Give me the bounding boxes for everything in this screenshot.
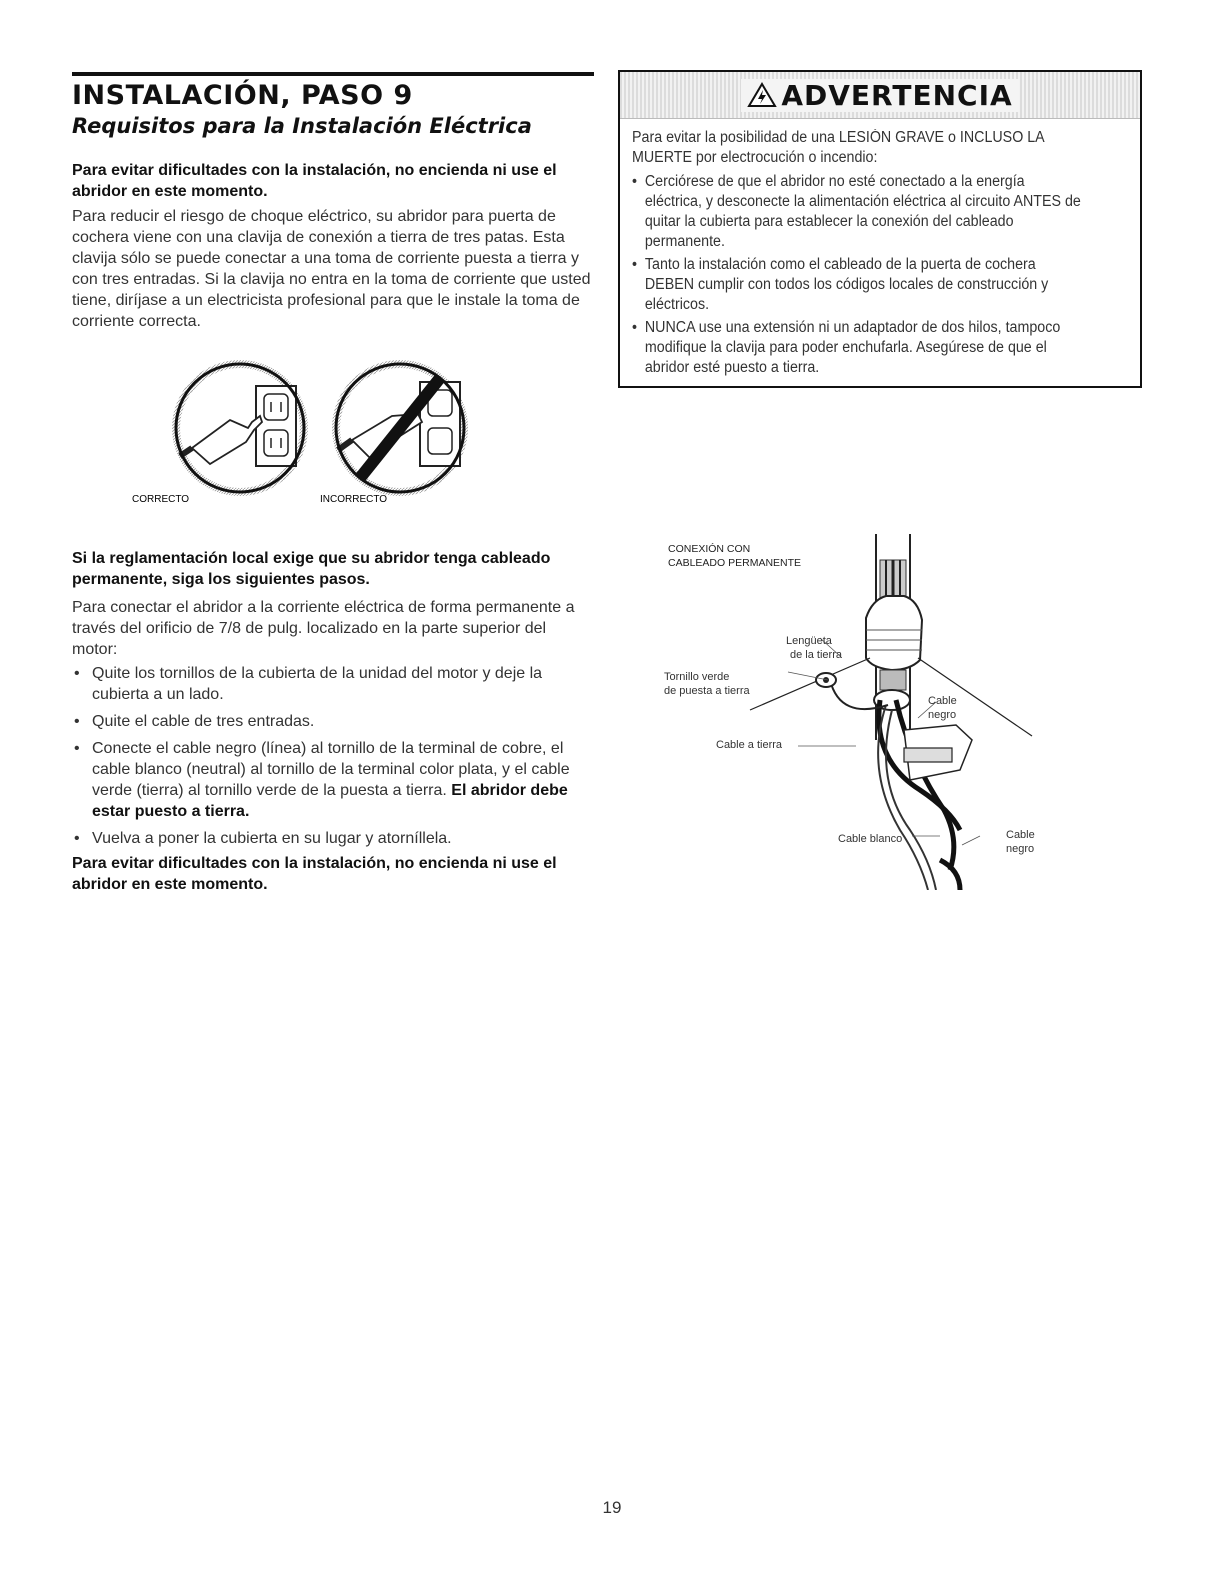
wiring-step [72, 828, 592, 849]
wiring-steps [72, 663, 592, 855]
wiring-step-text: Quite los tornillos de la cubierta de la unidad del motor y deje la cubierta a un lado. [92, 665, 543, 703]
wiring-step-bold: El abridor debe estar puesto a tierra. [92, 782, 568, 820]
tab-label-line2: de la tierra [790, 649, 842, 661]
final-warning: Para evitar dificultades con la instalación, no encienda ni use el abridor en este momento. [72, 855, 557, 893]
warning-intro: Para evitar la posibilidad de una LESIÓN GRAVE o INCLUSO LA MUERTE por electrocución o incendio: [632, 129, 1044, 166]
ground-wire-label: Cable a tierra [716, 739, 783, 751]
incorrect-plug-icon [332, 360, 468, 496]
warning-bullet: • Cerciórese de que el abridor no esté conectado a la energía eléctrica, y desconecte la alimentación eléctrica al circuito ANTES de quitar la cubierta para establecer la conexión del cableado permanente. [632, 172, 1083, 252]
warning-title-text: ADVERTENCIA [781, 79, 1013, 112]
permanent-wiring-heading: Si la reglamentación local exige que su abridor tenga cableado permanente, siga los siguientes pasos. [72, 550, 551, 588]
section-title: INSTALACIÓN, PASO 9 [72, 80, 413, 111]
black-wire-2-label-line2: negro [1006, 843, 1035, 855]
tab-label-line1: Lengüeta [786, 635, 832, 647]
wiring-title-line2: CABLEADO PERMANENTE [668, 557, 802, 569]
wiring-figure [660, 530, 1060, 890]
warning-list [632, 172, 1083, 378]
page-number: 19 [602, 1498, 622, 1517]
warning-bullet: • Tanto la instalación como el cableado de la puerta de cochera DEBEN cumplir con todos los códigos locales de construcción y eléctricos. [632, 255, 1083, 315]
permanent-wiring-paragraph: Para conectar el abridor a la corriente eléctrica de forma permanente a través del orificio de 7/8 de pulg. localizado en la parte superior del motor: [72, 599, 575, 658]
plug-figure [130, 360, 470, 510]
screw-label-line1: Tornillo verde [664, 671, 730, 683]
screw-label-line2: de puesta a tierra [664, 685, 750, 697]
incorrect-label: INCORRECTO [320, 494, 388, 505]
wiring-step [72, 711, 592, 732]
warning-text [632, 128, 1083, 381]
section-subtitle: Requisitos para la Instalación Eléctrica [72, 114, 532, 138]
warning-box [618, 70, 1142, 388]
wiring-title-line1: CONEXIÓN CON [668, 543, 751, 555]
warning-title [620, 79, 1140, 112]
header-rule [72, 72, 594, 76]
wiring-illustration [660, 530, 1060, 890]
warning-triangle-icon [747, 82, 777, 108]
warning-banner [620, 72, 1140, 119]
black-wire-label-line1: Cable [928, 695, 957, 707]
correct-plug-icon [172, 360, 308, 496]
wiring-step [72, 663, 592, 705]
black-wire-2-label-line1: Cable [1006, 829, 1035, 841]
plug-illustration [130, 360, 470, 510]
wiring-step-text: Quite el cable de tres entradas. [92, 713, 315, 730]
intro-warning: Para evitar dificultades con la instalación, no encienda ni use el abridor en este momento. [72, 162, 557, 200]
wiring-step [72, 738, 592, 822]
black-wire-label-line2: negro [928, 709, 957, 721]
warning-bullet: • NUNCA use una extensión ni un adaptador de dos hilos, tampoco modifique la clavija para poder enchufarla. Asegúrese de que el abridor esté puesto a tierra. [632, 318, 1083, 378]
wiring-step-text: Vuelva a poner la cubierta en su lugar y atorníllela. [92, 830, 452, 847]
correct-label: CORRECTO [132, 494, 190, 505]
white-wire-label: Cable blanco [838, 833, 903, 845]
wiring-step-text: Conecte el cable negro (línea) al tornillo de la terminal de cobre, el cable blanco (neutral) al tornillo de la terminal color plata, y el cable verde (tierra) al tornillo verde de la puesta a tierra. [92, 740, 570, 799]
intro-paragraph: Para reducir el riesgo de choque eléctrico, su abridor para puerta de cochera viene con una clavija de conexión a tierra de tres patas. Esta clavija sólo se puede conectar a una toma de corriente puesta a tierra y con tres entradas. Si la clavija no entra en la toma de corriente que usted tiene, diríjase a un electricista profesional para que le instale la toma de corriente correcta. [72, 208, 591, 330]
